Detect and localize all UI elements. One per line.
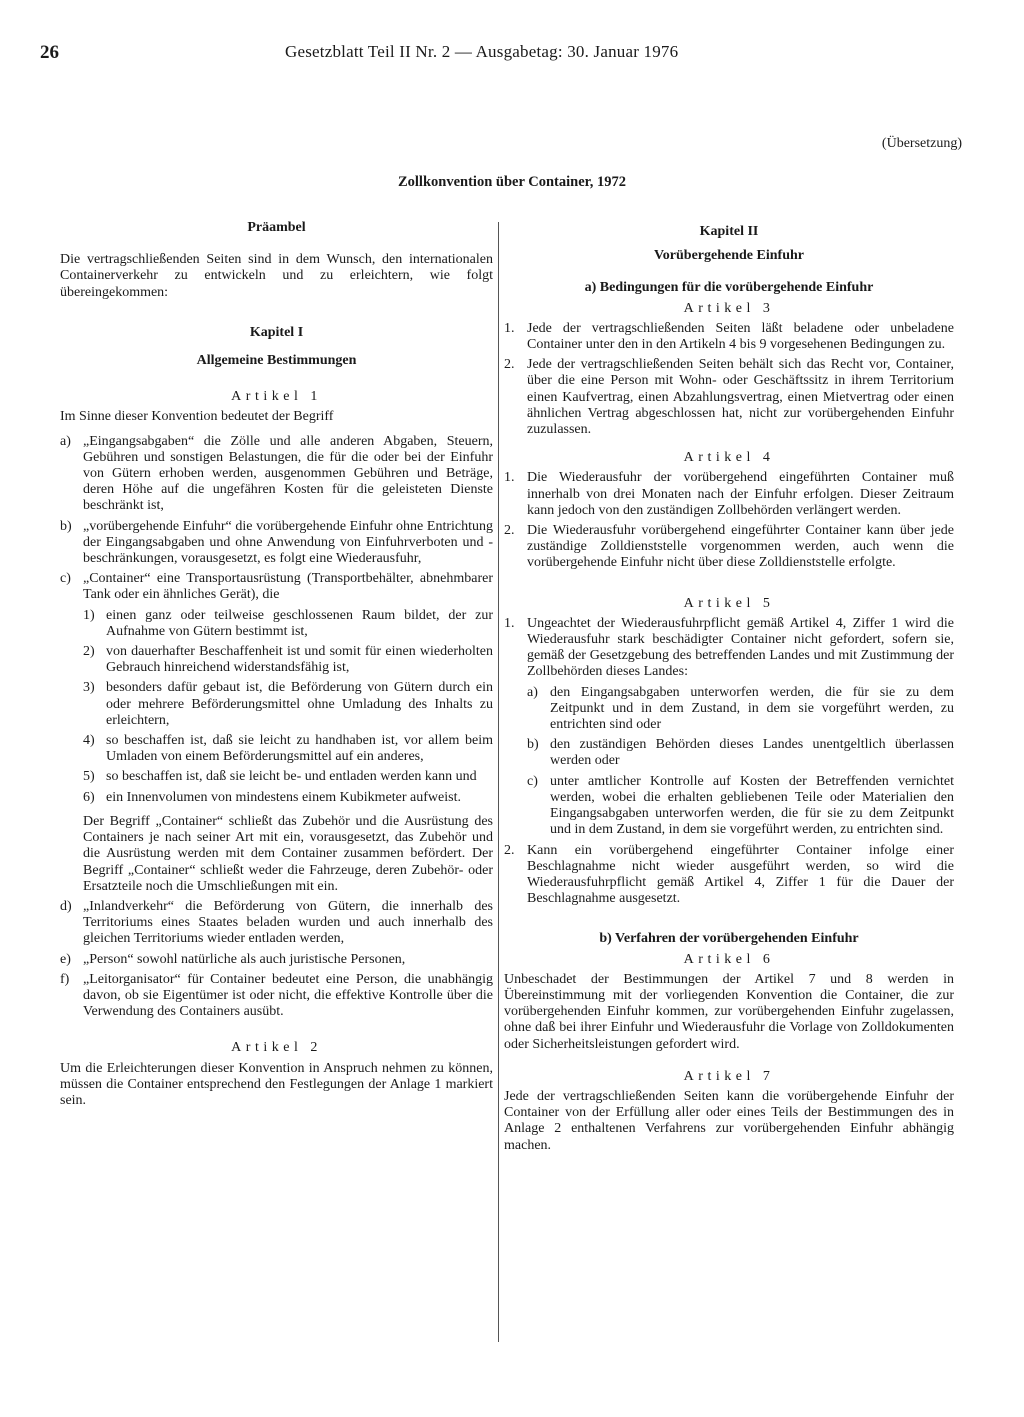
- running-head: Gesetzblatt Teil II Nr. 2 — Ausgabetag: 30. Januar 1976: [285, 42, 679, 61]
- article-5-item: [504, 843, 954, 908]
- subitem-label: c): [527, 773, 538, 789]
- subitem-label: 5): [83, 769, 95, 785]
- item-text: „Eingangsabgaben“ die Zölle und alle anderen Abgaben, Steuern, Gebühren und sonstigen Belastungen, die für die oder bei der Einfuhr von Gütern erhoben werden, ausgenommen Gebühren und Beträge, deren Höhe auf die ungefähren Kosten für die geleisteten Dienste beschränkt ist,: [83, 433, 493, 514]
- article-3-item: [504, 357, 954, 438]
- chapter-1-heading: Kapitel I: [249, 324, 304, 340]
- article-1-item: [60, 972, 493, 1021]
- subitem-text: den Eingangsabgaben unterworfen werden, die für sie zu dem Zeitpunkt und in dem Zustand, in dem sie vorgeführt werden, zu entrichten sind oder: [550, 684, 954, 733]
- chapter-2-title: Vorübergehende Einfuhr: [653, 248, 804, 264]
- section-a-heading: a) Bedingungen für die vorübergehende Einfuhr: [584, 280, 874, 296]
- article-1-subitem: [83, 733, 493, 765]
- article-7-heading: Artikel 7: [683, 1068, 775, 1084]
- article-1-subitem: [83, 680, 493, 729]
- chapter-1-title: Allgemeine Bestimmungen: [196, 353, 357, 369]
- preamble-heading: Präambel: [247, 220, 306, 235]
- subitem-label: 2): [83, 644, 95, 660]
- item-label: d): [60, 898, 72, 914]
- article-4-item: [504, 523, 954, 572]
- column-divider: [498, 222, 499, 1342]
- article-1-item: [60, 899, 493, 948]
- item-label: 1.: [504, 470, 515, 486]
- item-label: e): [60, 951, 71, 967]
- article-1-intro: Im Sinne dieser Konvention bedeutet der Begriff: [60, 409, 334, 425]
- article-5-item: [504, 616, 954, 681]
- subitem-text: unter amtlicher Kontrolle auf Kosten der Betreffenden vernichtet werden, wobei die erhalten gebliebenen Teile oder Materialien den Eingangsabgaben unterworfen werden, die für sie zu dem Zeitpunkt und in dem Zustand, in dem sie vorgeführt werden, zu entrichten sind.: [550, 773, 954, 838]
- article-3-item: [504, 321, 954, 353]
- item-label: b): [60, 518, 72, 534]
- right-column: [504, 220, 954, 1154]
- subitem-text: ein Innenvolumen von mindestens einem Kubikmeter aufweist.: [106, 789, 461, 805]
- subitem-label: a): [527, 684, 538, 700]
- article-7-text: Jede der vertragschließenden Seiten kann die vorübergehende Einfuhr der Container von der Erfüllung aller oder eines Teils der Bestimmungen des in Anlage 2 enthaltenen Verfahrens zur vorübergehenden Einfuhr abhängig machen.: [504, 1088, 954, 1153]
- subitem-label: 3): [83, 680, 95, 696]
- subitem-label: 1): [83, 607, 95, 623]
- article-6-text: Unbeschadet der Bestimmungen der Artikel 7 und 8 werden in Übereinstimmung mit der vorliegenden Konvention die Container, die zur vorübergehenden Einfuhr kommen, zur vorübergehenden Einfuhr zugelassen, ohne daß bei ihrer Einfuhr und Wiederausfuhr die Vorlage von Zolldokumenten oder Sicherheitsleistungen gefordert wird.: [504, 971, 954, 1052]
- item-label: 2.: [504, 523, 515, 539]
- item-text: Ungeachtet der Wiederausfuhrpflicht gemäß Artikel 4, Ziffer 1 wird die Wiederausfuhr stark beschädigter Container nicht gefordert, sofern sie, gemäß der Gesetzgebung des betreffenden Landes und mit Zustimmung der Zollbehörden dieses Landes:: [527, 615, 954, 680]
- item-text: Die Wiederausfuhr der vorübergehend eingeführten Container muß innerhalb von drei Monaten nach der Einfuhr erfolgen. Dieser Zeitraum kann jedoch von den zuständigen Zollbehörden verlängert werden.: [527, 470, 954, 518]
- section-b-heading: b) Verfahren der vorübergehenden Einfuhr: [599, 931, 859, 947]
- article-1-item: [60, 571, 493, 603]
- preamble-text: Die vertragschließenden Seiten sind in dem Wunsch, den internationalen Containerverkehr zu entwickeln und zu erleichtern, wie folgt übereingekommen:: [60, 252, 493, 300]
- item-label: f): [60, 971, 70, 987]
- item-label: c): [60, 571, 71, 587]
- item-text: Jede der vertragschließenden Seiten läßt beladene oder unbeladene Container unter den in den Artikeln 4 bis 9 vorgesehenen Bedingungen zu.: [527, 320, 954, 353]
- subitem-label: b): [527, 737, 539, 753]
- item-label: 1.: [504, 615, 515, 631]
- article-5-subitem: [527, 737, 954, 769]
- item-text: „Person“ sowohl natürliche als auch juristische Personen,: [83, 951, 406, 967]
- item-label: 2.: [504, 842, 515, 858]
- article-3-heading: Artikel 3: [683, 300, 775, 316]
- item-label: 2.: [504, 357, 515, 373]
- subitem-label: 6): [83, 789, 95, 805]
- article-2-text: Um die Erleichterungen dieser Konvention in Anspruch nehmen zu können, müssen die Container entsprechend den Festlegungen der Anlage 1 markiert sein.: [60, 1060, 493, 1108]
- article-1-subitem: [83, 608, 493, 640]
- subitem-label: 4): [83, 733, 95, 749]
- article-4-heading: Artikel 4: [683, 450, 775, 466]
- article-1-subitem: [83, 790, 493, 806]
- page-number: 26: [40, 42, 59, 63]
- item-text: „Inlandverkehr“ die Beförderung von Gütern, die innerhalb des Territoriums eines Staates beladen wurden und auch innerhalb des gleichen Territoriums wieder entladen werden,: [83, 898, 493, 947]
- article-5-subitem: [527, 774, 954, 839]
- item-text: „Container“ eine Transportausrüstung (Transportbehälter, abnehmbarer Tank oder ein ähnliches Gerät), die: [83, 571, 493, 603]
- article-5-heading: Artikel 5: [683, 595, 775, 611]
- article-1-item: [60, 519, 493, 568]
- article-1-subitem: [83, 769, 493, 785]
- subitem-text: einen ganz oder teilweise geschlossenen Raum bildet, der zur Aufnahme von Gütern bestimmt ist,: [106, 607, 493, 639]
- item-text: Kann ein vorübergehend eingeführter Container infolge einer Beschlagnahme nicht wieder ausgeführt werden, so wird die Wiederausfuhrpflicht gemäß Artikel 4, Ziffer 1 für die Dauer der Beschlagnahme ausgesetzt.: [527, 842, 954, 907]
- article-1-subitem: [83, 644, 493, 676]
- subitem-text: von dauerhafter Beschaffenheit ist und somit für einen wiederholten Gebrauch hinreichend widerstandsfähig ist,: [106, 644, 493, 676]
- article-1-item: [60, 434, 493, 515]
- article-4-item: [504, 470, 954, 519]
- item-label: a): [60, 433, 71, 449]
- item-label: 1.: [504, 320, 515, 336]
- document-title: Zollkonvention über Container, 1972: [397, 174, 626, 190]
- article-5-subitem: [527, 685, 954, 734]
- subitem-text: so beschaffen ist, daß sie leicht zu handhaben ist, vor allem beim Umladen von einem Beförderungsmittel auf ein anderes,: [106, 733, 493, 765]
- item-text: „vorübergehende Einfuhr“ die vorübergehende Einfuhr ohne Entrichtung der Eingangsabgaben und ohne Anwendung von Einfuhrverboten und -beschränkungen, vorausgesetzt, es folgt eine Wiederausfuhr,: [83, 518, 493, 567]
- article-1-item: [60, 952, 493, 968]
- article-1-heading: Artikel 1: [231, 389, 322, 405]
- item-text: Die Wiederausfuhr vorübergehend eingeführter Container kann über jede zuständige Zolldienststelle vorgenommen werden, auch wenn die vorübergehende Einfuhr nicht über diese Zolldienststelle erfolgte.: [527, 523, 954, 571]
- item-text: „Leitorganisator“ für Container bedeutet eine Person, die unabhängig davon, ob sie Eigentümer ist oder nicht, die effektive Kontrolle über die Verwendung des Containers ausübt.: [83, 971, 493, 1020]
- article-2-heading: Artikel 2: [231, 1040, 322, 1056]
- subitem-text: besonders dafür gebaut ist, die Beförderung von Gütern durch ein oder mehrere Beförderungsmittel ohne Umladung des Inhalts zu erleichtern,: [106, 680, 493, 728]
- subitem-text: den zuständigen Behörden dieses Landes unentgeltlich überlassen werden oder: [550, 737, 954, 769]
- article-1-container-note: Der Begriff „Container“ schließt das Zubehör und die Ausrüstung des Containers je nach seiner Art mit ein, vorausgesetzt, das Zubehör und die Ausrüstung werden mit dem Container zusammen befördert. Der Begriff „Container“ schließt weder die Fahrzeuge, deren Zubehör- oder Ersatzteile noch die Umschließungen mit ein.: [83, 813, 493, 894]
- subitem-text: so beschaffen ist, daß sie leicht be- und entladen werden kann und: [106, 769, 477, 785]
- chapter-2-heading: Kapitel II: [699, 224, 759, 239]
- item-text: Jede der vertragschließenden Seiten behält sich das Recht vor, Container, über die eine Person mit Wohn- oder Geschäftssitz in ihrem Territorium einen Kaufvertrag, einen Abzahlungsvertrag, einen Mietvertrag oder einen ähnlichen Vertrag abgeschlossen hat, nicht zur vorübergehenden Einfuhr zuzulassen.: [527, 357, 954, 438]
- left-column: [60, 220, 493, 1109]
- article-6-heading: Artikel 6: [683, 951, 775, 967]
- translation-note: (Übersetzung): [881, 136, 962, 151]
- page-header: [40, 42, 964, 70]
